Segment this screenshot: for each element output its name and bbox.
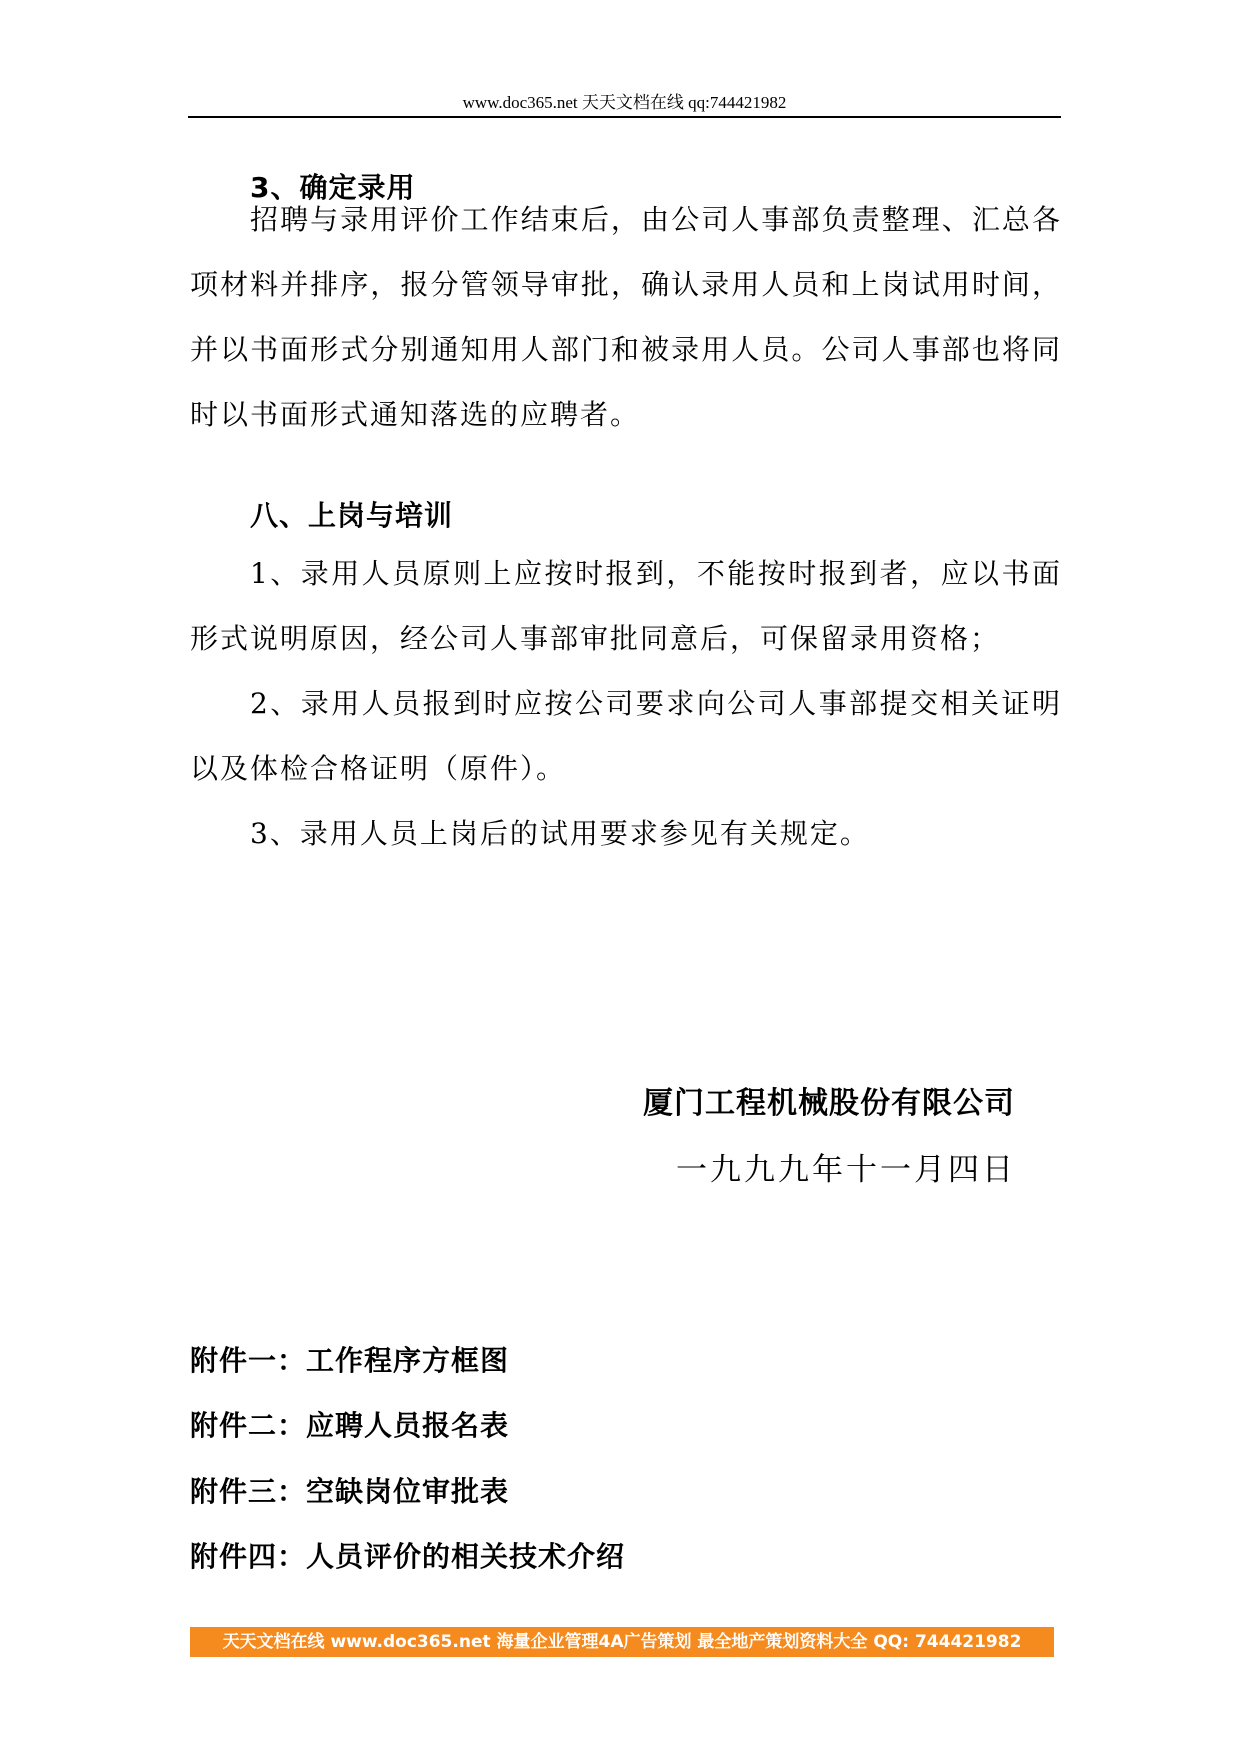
section-heading-onboarding-training: 八、上岗与培训 <box>250 499 454 532</box>
footer-banner[interactable]: 天天文档在线 www.doc365.net 海量企业管理4A广告策划 最全地产策划资料大全 QQ: 744421982 <box>190 1627 1054 1657</box>
attachment-item: 附件四：人员评价的相关技术介绍 <box>190 1540 626 1573</box>
section-heading-confirm-hiring: 3、确定录用 <box>250 171 416 204</box>
signature-date: 一九九九年十一月四日 <box>676 1152 1016 1188</box>
list-item-probation: 3、录用人员上岗后的试用要求参见有关规定。 <box>250 817 870 850</box>
page-header: www.doc365.net 天天文档在线 qq:744421982 <box>462 93 787 112</box>
list-item-submit-documents: 2、录用人员报到时应按公司要求向公司人事部提交相关证明以及体检合格证明（原件）。 <box>190 687 1062 785</box>
company-signature: 厦门工程机械股份有限公司 <box>643 1086 1015 1121</box>
attachment-item: 附件三：空缺岗位审批表 <box>190 1475 510 1508</box>
attachment-item: 附件一：工作程序方框图 <box>190 1344 510 1377</box>
attachment-item: 附件二：应聘人员报名表 <box>190 1409 510 1442</box>
header-divider <box>188 116 1061 118</box>
list-item-report-on-time: 1、录用人员原则上应按时报到，不能按时报到者，应以书面形式说明原因，经公司人事部审批同意后，可保留录用资格； <box>190 557 1062 655</box>
paragraph-confirm-hiring: 招聘与录用评价工作结束后，由公司人事部负责整理、汇总各项材料并排序，报分管领导审批，确认录用人员和上岗试用时间，并以书面形式分别通知用人部门和被录用人员。公司人事部也将同时以书面形式通知落选的应聘者。 <box>190 203 1062 431</box>
